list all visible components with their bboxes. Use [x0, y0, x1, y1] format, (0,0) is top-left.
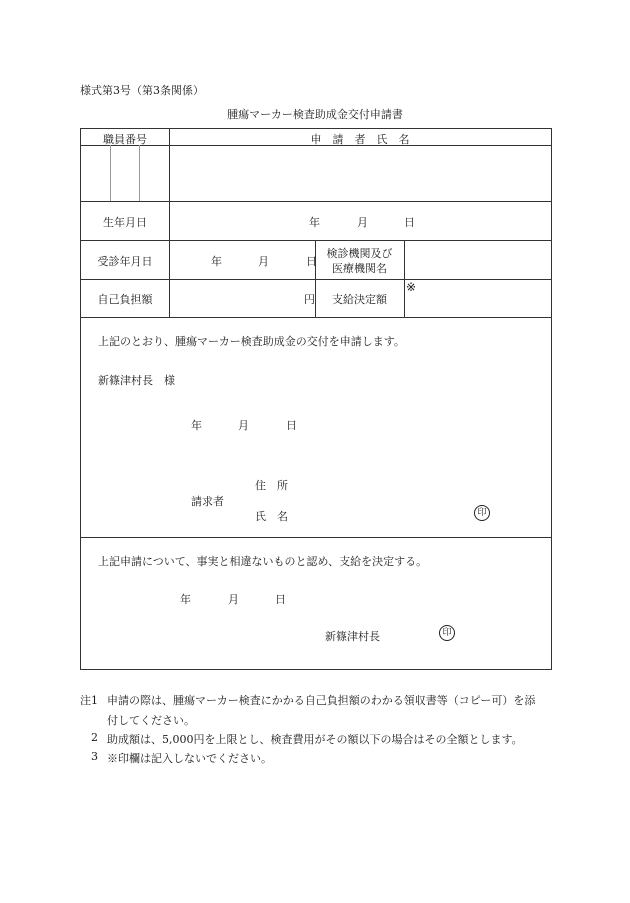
divider-line: [81, 317, 551, 318]
mayor-seal: 印: [439, 625, 455, 641]
yen-unit: 円: [304, 293, 315, 306]
exam-day-unit: 日: [306, 255, 317, 268]
address-label: 住 所: [255, 479, 288, 492]
note-3-text: ※印欄は記入しないでください。: [107, 752, 272, 765]
exam-year-unit: 年: [211, 255, 222, 268]
divider-line: [81, 537, 551, 538]
payment-decision-label: 支給決定額: [332, 293, 387, 306]
application-date-year: 年: [191, 419, 202, 432]
note-3-prefix: 3: [91, 750, 98, 763]
note-1-prefix: 注1: [80, 694, 98, 707]
applicant-name-label: 申 請 者 氏 名: [310, 133, 410, 146]
name-label: 氏 名: [255, 510, 288, 523]
birthdate-year-unit: 年: [309, 216, 320, 229]
application-date-day: 日: [286, 419, 297, 432]
decision-statement: 上記申請について、事実と相違ないものと認め、支給を決定する。: [98, 555, 428, 568]
application-form-table: [80, 128, 552, 670]
divider-line: [81, 201, 551, 202]
exam-date-label: 受診年月日: [97, 255, 153, 268]
staff-number-label: 職員番号: [103, 133, 147, 146]
staff-number-digit-field[interactable]: [140, 146, 169, 201]
official-use-mark: ※: [406, 280, 417, 294]
institution-label-line1: 検診機関及び: [326, 247, 393, 260]
note-1-line-2: 付してください。: [107, 714, 195, 727]
claimant-label: 請求者: [191, 495, 224, 508]
note-2-prefix: 2: [91, 731, 98, 744]
applicant-name-field[interactable]: [170, 146, 551, 201]
staff-number-digit-field[interactable]: [111, 146, 139, 201]
divider-line: [81, 240, 551, 241]
form-title: 腫瘍マーカー検査助成金交付申請書: [227, 108, 403, 121]
staff-number-digit-field[interactable]: [81, 146, 110, 201]
applicant-seal: 印: [474, 505, 490, 521]
form-number: 様式第3号（第3条関係）: [80, 84, 204, 97]
birthdate-label: 生年月日: [103, 216, 147, 229]
decision-date-month: 月: [228, 593, 239, 606]
decision-date-year: 年: [180, 593, 191, 606]
note-2-text: 助成額は、5,000円を上限とし、検査費用がその額以下の場合はその全額とします。: [107, 733, 523, 746]
birthdate-day-unit: 日: [404, 216, 415, 229]
mayor-label: 新篠津村長: [325, 630, 380, 643]
self-pay-label: 自己負担額: [97, 293, 153, 306]
application-date-month: 月: [238, 419, 249, 432]
divider-line: [81, 279, 551, 280]
addressee: 新篠津村長 様: [98, 374, 175, 387]
birthdate-month-unit: 月: [357, 216, 368, 229]
exam-month-unit: 月: [258, 255, 269, 268]
column-divider: [404, 240, 405, 317]
application-statement: 上記のとおり、腫瘍マーカー検査助成金の交付を申請します。: [98, 335, 405, 348]
note-1-line-1: 申請の際は、腫瘍マーカー検査にかかる自己負担額のわかる領収書等（コピー可）を添: [107, 694, 536, 707]
institution-label-line2: 医療機関名: [332, 262, 387, 275]
decision-date-day: 日: [275, 593, 286, 606]
